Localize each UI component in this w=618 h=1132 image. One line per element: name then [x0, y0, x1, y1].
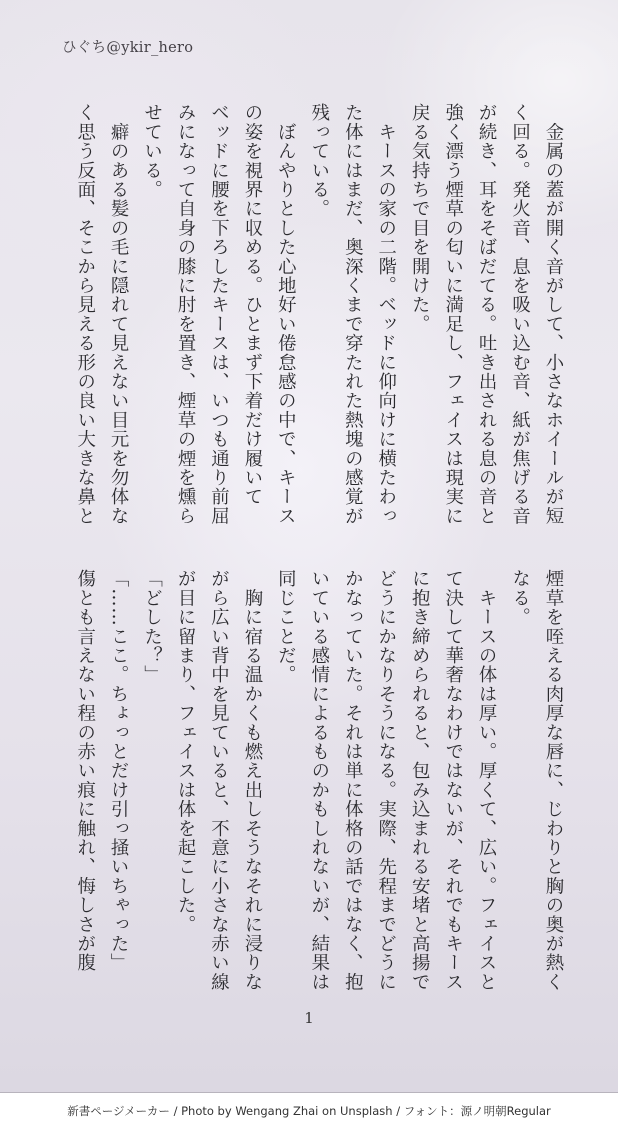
text-line: ぼんやりとした心地好い倦怠感の中で、キース [275, 103, 297, 526]
text-line: キースの体は厚い。厚くて、広い。フェイスと [476, 569, 498, 992]
text-line: いている感情によるものかもしれないが、結果は [308, 569, 330, 992]
text-line: 戻る気持ちで目を開けた。 [409, 103, 431, 334]
text-line: 強く漂う煙草の匂いに満足し、フェイスは現実に [442, 103, 464, 526]
text-line: がら広い背中を見ていると、不意に小さな赤い線 [208, 569, 230, 992]
text-line: 傷とも言えない程の赤い痕に触れ、悔しさが腹 [74, 569, 96, 973]
credit-line: 新書ページメーカー / Photo by Wengang Zhai on Unsplash / フォント：源ノ明朝Regular [67, 1104, 551, 1118]
author-handle: ひぐち@ykir_hero [62, 40, 194, 56]
text-line: ベッドに腰を下ろしたキースは、いつも通り前屈 [208, 103, 230, 526]
text-line: 「どした？」 [141, 569, 163, 685]
text-line: せている。 [141, 103, 163, 199]
text-line: く回る。発火音、息を吸い込む音、紙が焦げる音 [509, 103, 531, 526]
text-block-bottom [68, 569, 570, 999]
text-line: 同じことだ。 [275, 569, 297, 685]
text-line: 「……ここ。ちょっとだけ引っ掻いちゃった」 [108, 569, 130, 973]
text-line: た体にはまだ、奥深くまで穿たれた熱塊の感覚が [342, 103, 364, 526]
text-line: に抱き締められると、包み込まれる安堵と高揚で [409, 569, 431, 992]
text-block-top [68, 103, 570, 533]
text-line: かなっていた。それは単に体格の話ではなく、抱 [342, 569, 364, 992]
text-line: 煙草を咥える肉厚な唇に、じわりと胸の奥が熱く [543, 569, 564, 992]
text-line: どうにかなりそうになる。実際、先程までどうに [375, 569, 397, 992]
text-line: が目に留まり、フェイスは体を起こした。 [175, 569, 197, 934]
text-line: 胸に宿る温かくも燃え出しそうなそれに浸りな [241, 569, 263, 992]
page-number: 1 [304, 1009, 314, 1027]
text-line: みになって自身の膝に肘を置き、煙草の煙を燻ら [175, 103, 197, 526]
text-line: なる。 [509, 569, 531, 627]
text-line: て決して華奢なわけではないが、それでもキース [442, 569, 464, 992]
text-line: 癖のある髪の毛に隠れて見えない目元を勿体な [108, 103, 130, 526]
text-line: く思う反面、そこから見える形の良い大きな鼻と [74, 103, 96, 526]
text-line: キースの家の二階。ベッドに仰向けに横たわっ [375, 103, 397, 526]
text-line: 金属の蓋が開く音がして、小さなホイールが短 [543, 103, 564, 526]
text-line: 残っている。 [308, 103, 330, 219]
text-line: の姿を視界に収める。ひとまず下着だけ履いて [241, 103, 263, 507]
text-line: が続き、耳をそばだてる。吐き出される息の音と [476, 103, 498, 526]
